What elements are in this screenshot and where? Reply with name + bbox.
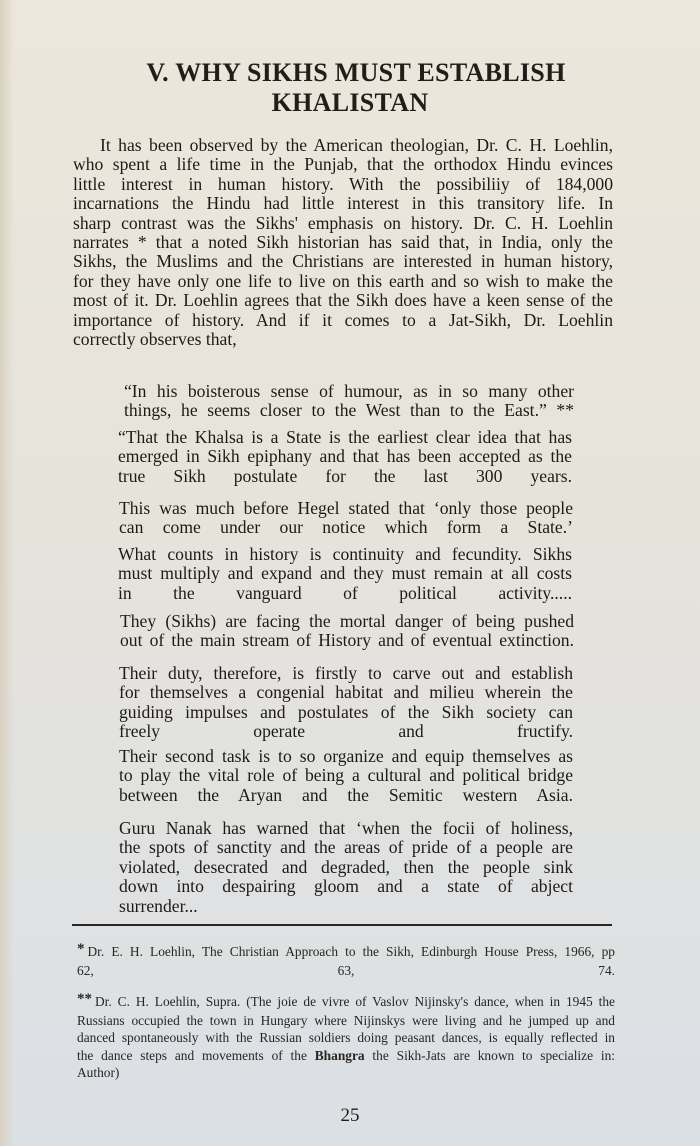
text-line: incarnations the Hindu had little interest in this transitory life. In	[73, 193, 613, 214]
text-line: Their duty, therefore, is firstly to carve out and establish	[119, 663, 573, 683]
text-line: “In his boisterous sense of humour, as in so many other	[124, 381, 574, 401]
footnote-text: Dr. E. H. Loehlin, The Christian Approach to the Sikh, Edinburgh House Press, 1966, pp	[87, 944, 615, 959]
text-line: between the Aryan and the Semitic western Asia.	[119, 784, 573, 805]
quote-continuity	[118, 545, 572, 603]
text-line: violated, desecrated and degraded, then the people sink	[119, 856, 573, 877]
footnote-text: Author)	[77, 1065, 120, 1080]
text-line: Guru Nanak has warned that ‘when the focii of holiness,	[119, 818, 573, 838]
footnote-text: danced spontaneously with the Russian soldiers doing peasant dances, is equally reflected in	[77, 1030, 615, 1045]
quote-danger	[120, 612, 574, 651]
intro-paragraph	[73, 136, 613, 349]
quote-khalsa	[118, 428, 572, 486]
text-line: freely operate and fructify.	[119, 721, 573, 742]
text-line: little interest in human history. With the possibiliiy of 184,000	[73, 173, 613, 194]
footnote-text: 62, 63, 74.	[77, 962, 615, 978]
footnote-text: the Sikh-Jats are known to specialize in:	[364, 1047, 615, 1063]
quote-hegel	[119, 499, 573, 538]
text-line: sharp contrast was the Sikhs' emphasis on history. Dr. C. H. Loehlin	[73, 212, 613, 233]
text-line: for they have only one life to live on this earth and so wish to make the	[73, 270, 613, 291]
text-line: must multiply and expand and they must remain at all costs	[118, 563, 572, 584]
chapter-title-line-1: V. WHY SIKHS MUST ESTABLISH	[146, 58, 566, 87]
page-number: 25	[340, 1105, 360, 1126]
text-line: who spent a life time in the Punjab, that the orthodox Hindu evinces	[73, 154, 613, 175]
text-line: down into despairing gloom and a state of abject	[119, 876, 573, 897]
text-line: What counts in history is continuity and fecundity. Sikhs	[118, 544, 572, 564]
text-line: to play the vital role of being a cultural and political bridge	[119, 765, 573, 786]
text-line: in the vanguard of political activity.....	[118, 582, 572, 603]
bhangra-term: Bhangra	[314, 1047, 365, 1063]
quote-humour	[124, 382, 574, 421]
footnote-mark: *	[77, 941, 85, 957]
text-line: Sikhs, the Muslims and the Christians are interested in human history,	[73, 251, 613, 272]
text-line: guiding impulses and postulates of the Sikh society can	[119, 701, 573, 722]
text-line: This was much before Hegel stated that ‘only those people	[119, 498, 573, 518]
footnote-1	[77, 943, 615, 979]
text-line: It has been observed by the American theologian, Dr. C. H. Loehlin,	[100, 135, 613, 155]
footnote-text: Dr. C. H. Loehlin, Supra. (The joie de vivre of Vaslov Nijinsky's dance, when in 1945 the	[95, 994, 615, 1009]
quote-guru-nanak	[119, 819, 573, 916]
text-line: out of the main stream of History and of eventual extinction.	[120, 630, 574, 651]
text-line: can come under our notice which form a State.’	[119, 517, 573, 538]
text-line: surrender...	[119, 895, 198, 916]
text-line: correctly observes that,	[73, 329, 237, 350]
text-line: Their second task is to so organize and equip themselves as	[119, 746, 573, 766]
footnote-divider	[72, 924, 612, 926]
text-line: for themselves a congenial habitat and milieu wherein the	[119, 682, 573, 703]
text-line: They (Sikhs) are facing the mortal danger of being pushed	[120, 611, 574, 631]
text-line: “That the Khalsa is a State is the earliest clear idea that has	[118, 427, 572, 447]
text-line: things, he seems closer to the West than to the East.” **	[124, 400, 574, 421]
footnote-text: the dance steps and movements of the	[77, 1047, 315, 1063]
quote-duty	[119, 664, 573, 742]
text-line: narrates * that a noted Sikh historian has said that, in India, only the	[73, 232, 613, 253]
quote-second-task	[119, 747, 573, 805]
text-line: the spots of sanctity and the areas of pride of a people are	[119, 837, 573, 858]
footnote-text: Russians occupied the town in Hungary where Nijinskys were living and he jumped up and	[77, 1012, 615, 1028]
text-line: emerged in Sikh epiphany and that has been accepted as the	[118, 446, 572, 467]
footnote-2	[77, 993, 615, 1082]
footnote-mark: **	[77, 991, 92, 1007]
chapter-title-line-2: KHALISTAN	[271, 88, 429, 117]
text-line: importance of history. And if it comes to a Jat-Sikh, Dr. Loehlin	[73, 309, 613, 330]
text-line: true Sikh postulate for the last 300 years.	[118, 465, 572, 486]
text-line: most of it. Dr. Loehlin agrees that the Sikh does have a keen sense of the	[73, 290, 613, 311]
